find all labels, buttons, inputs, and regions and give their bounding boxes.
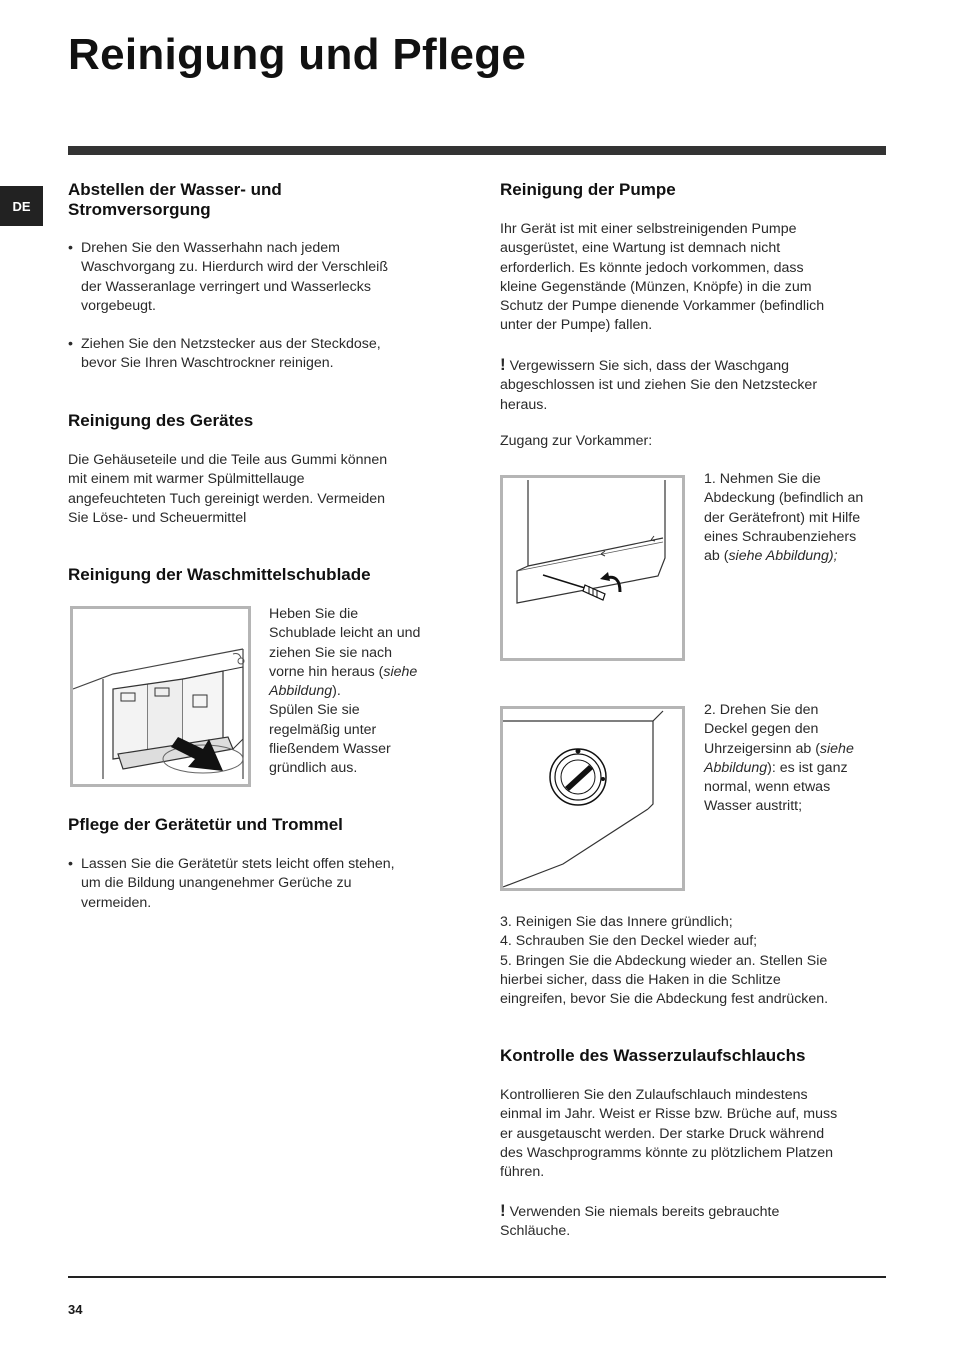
- paragraph-pumpe: Ihr Gerät ist mit einer selbstreinigenden Pumpe ausgerüstet, eine Wartung ist demnach nicht erforderlich. Es könnte jedoch vorkommen, dass kleine Gegenstände (Münzen, Knöpfe) in die zum Schutz der Pumpe dienende Vorkammer (befindlich unter der Pumpe) fallen.: [500, 221, 825, 334]
- language-tab: DE: [0, 186, 43, 226]
- bullet-geraetetuer: • Lassen Sie die Gerätetür stets leicht offen stehen, um die Bildung unangenehmer Gerüche zu vermeiden.: [68, 856, 395, 911]
- pump-lid-illustration: [500, 706, 685, 891]
- page-number: 34: [68, 1302, 83, 1317]
- heading-pumpe: Reinigung der Pumpe: [500, 180, 676, 199]
- bullet-wasserhahn: • Drehen Sie den Wasserhahn nach jedem Waschvorgang zu. Hierdurch wird der Verschleiß der Wasseranlage verringert und Wasserlecks vorgebeugt.: [68, 240, 388, 314]
- heading-zulaufschlauch: Kontrolle des Wasserzulaufschlauchs: [500, 1046, 806, 1065]
- steps-3-to-5: 3. Reinigen Sie das Innere gründlich; 4. Schrauben Sie den Deckel wieder auf; 5. Bringen Sie die Abdeckung wieder an. Stellen Sie hierbei sicher, dass die Haken in die Schlitze eingreifen, bevor Sie die Abdeckung fest andrücken.: [500, 914, 829, 1008]
- bullet-netzstecker: • Ziehen Sie den Netzstecker aus der Steckdose, bevor Sie Ihren Waschtrockner reinigen.: [68, 336, 381, 372]
- heading-tuer-trommel: Pflege der Gerätetür und Trommel: [68, 815, 343, 834]
- step-2-text: 2. Drehen Sie den Deckel gegen den Uhrzeigersinn ab (siehe Abbildung): es ist ganz normal, wenn etwas Wasser austritt;: [704, 702, 854, 815]
- heading-geraet: Reinigung des Gerätes: [68, 411, 254, 430]
- warning-icon: !: [500, 355, 506, 374]
- page-title: Reinigung und Pflege: [68, 30, 527, 79]
- heading-schublade: Reinigung der Waschmittelschublade: [68, 565, 371, 584]
- warning-icon: !: [500, 1201, 506, 1220]
- drawer-illustration: [70, 606, 251, 787]
- paragraph-geraet: Die Gehäuseteile und die Teile aus Gummi können mit einem mit warmer Spülmittellauge angefeuchteten Tuch gereinigt werden. Vermeiden Sie Löse- und Scheuermittel: [68, 452, 388, 526]
- warning-netzstecker: ! Vergewissern Sie sich, dass der Waschgang abgeschlossen ist und ziehen Sie den Netzstecker heraus.: [500, 355, 818, 413]
- heading-wasser-strom: Abstellen der Wasser- und Stromversorgung: [68, 180, 282, 219]
- paragraph-zulaufschlauch: Kontrollieren Sie den Zulaufschlauch mindestens einmal im Jahr. Weist er Risse bzw. Brüche auf, muss er ausgetauscht werden. Der starke Druck während des Waschprogramms könnte zu plötzlichem Platzen führen.: [500, 1087, 838, 1181]
- access-label: Zugang zur Vorkammer:: [500, 433, 653, 449]
- header-rule: [68, 146, 886, 155]
- step-1-text: 1. Nehmen Sie die Abdeckung (befindlich an der Gerätefront) mit Hilfe eines Schraubenziehers ab (siehe Abbildung);: [704, 471, 864, 565]
- warning-schlaeuche: ! Verwenden Sie niemals bereits gebrauchte Schläuche.: [500, 1201, 780, 1240]
- paragraph-schublade: Heben Sie die Schublade leicht an und ziehen Sie sie nach vorne hin heraus (siehe Abbildung). Spülen Sie sie regelmäßig unter fließendem Wasser gründlich aus.: [269, 606, 421, 777]
- cover-removal-illustration: [500, 475, 685, 661]
- footer-rule: [68, 1276, 886, 1278]
